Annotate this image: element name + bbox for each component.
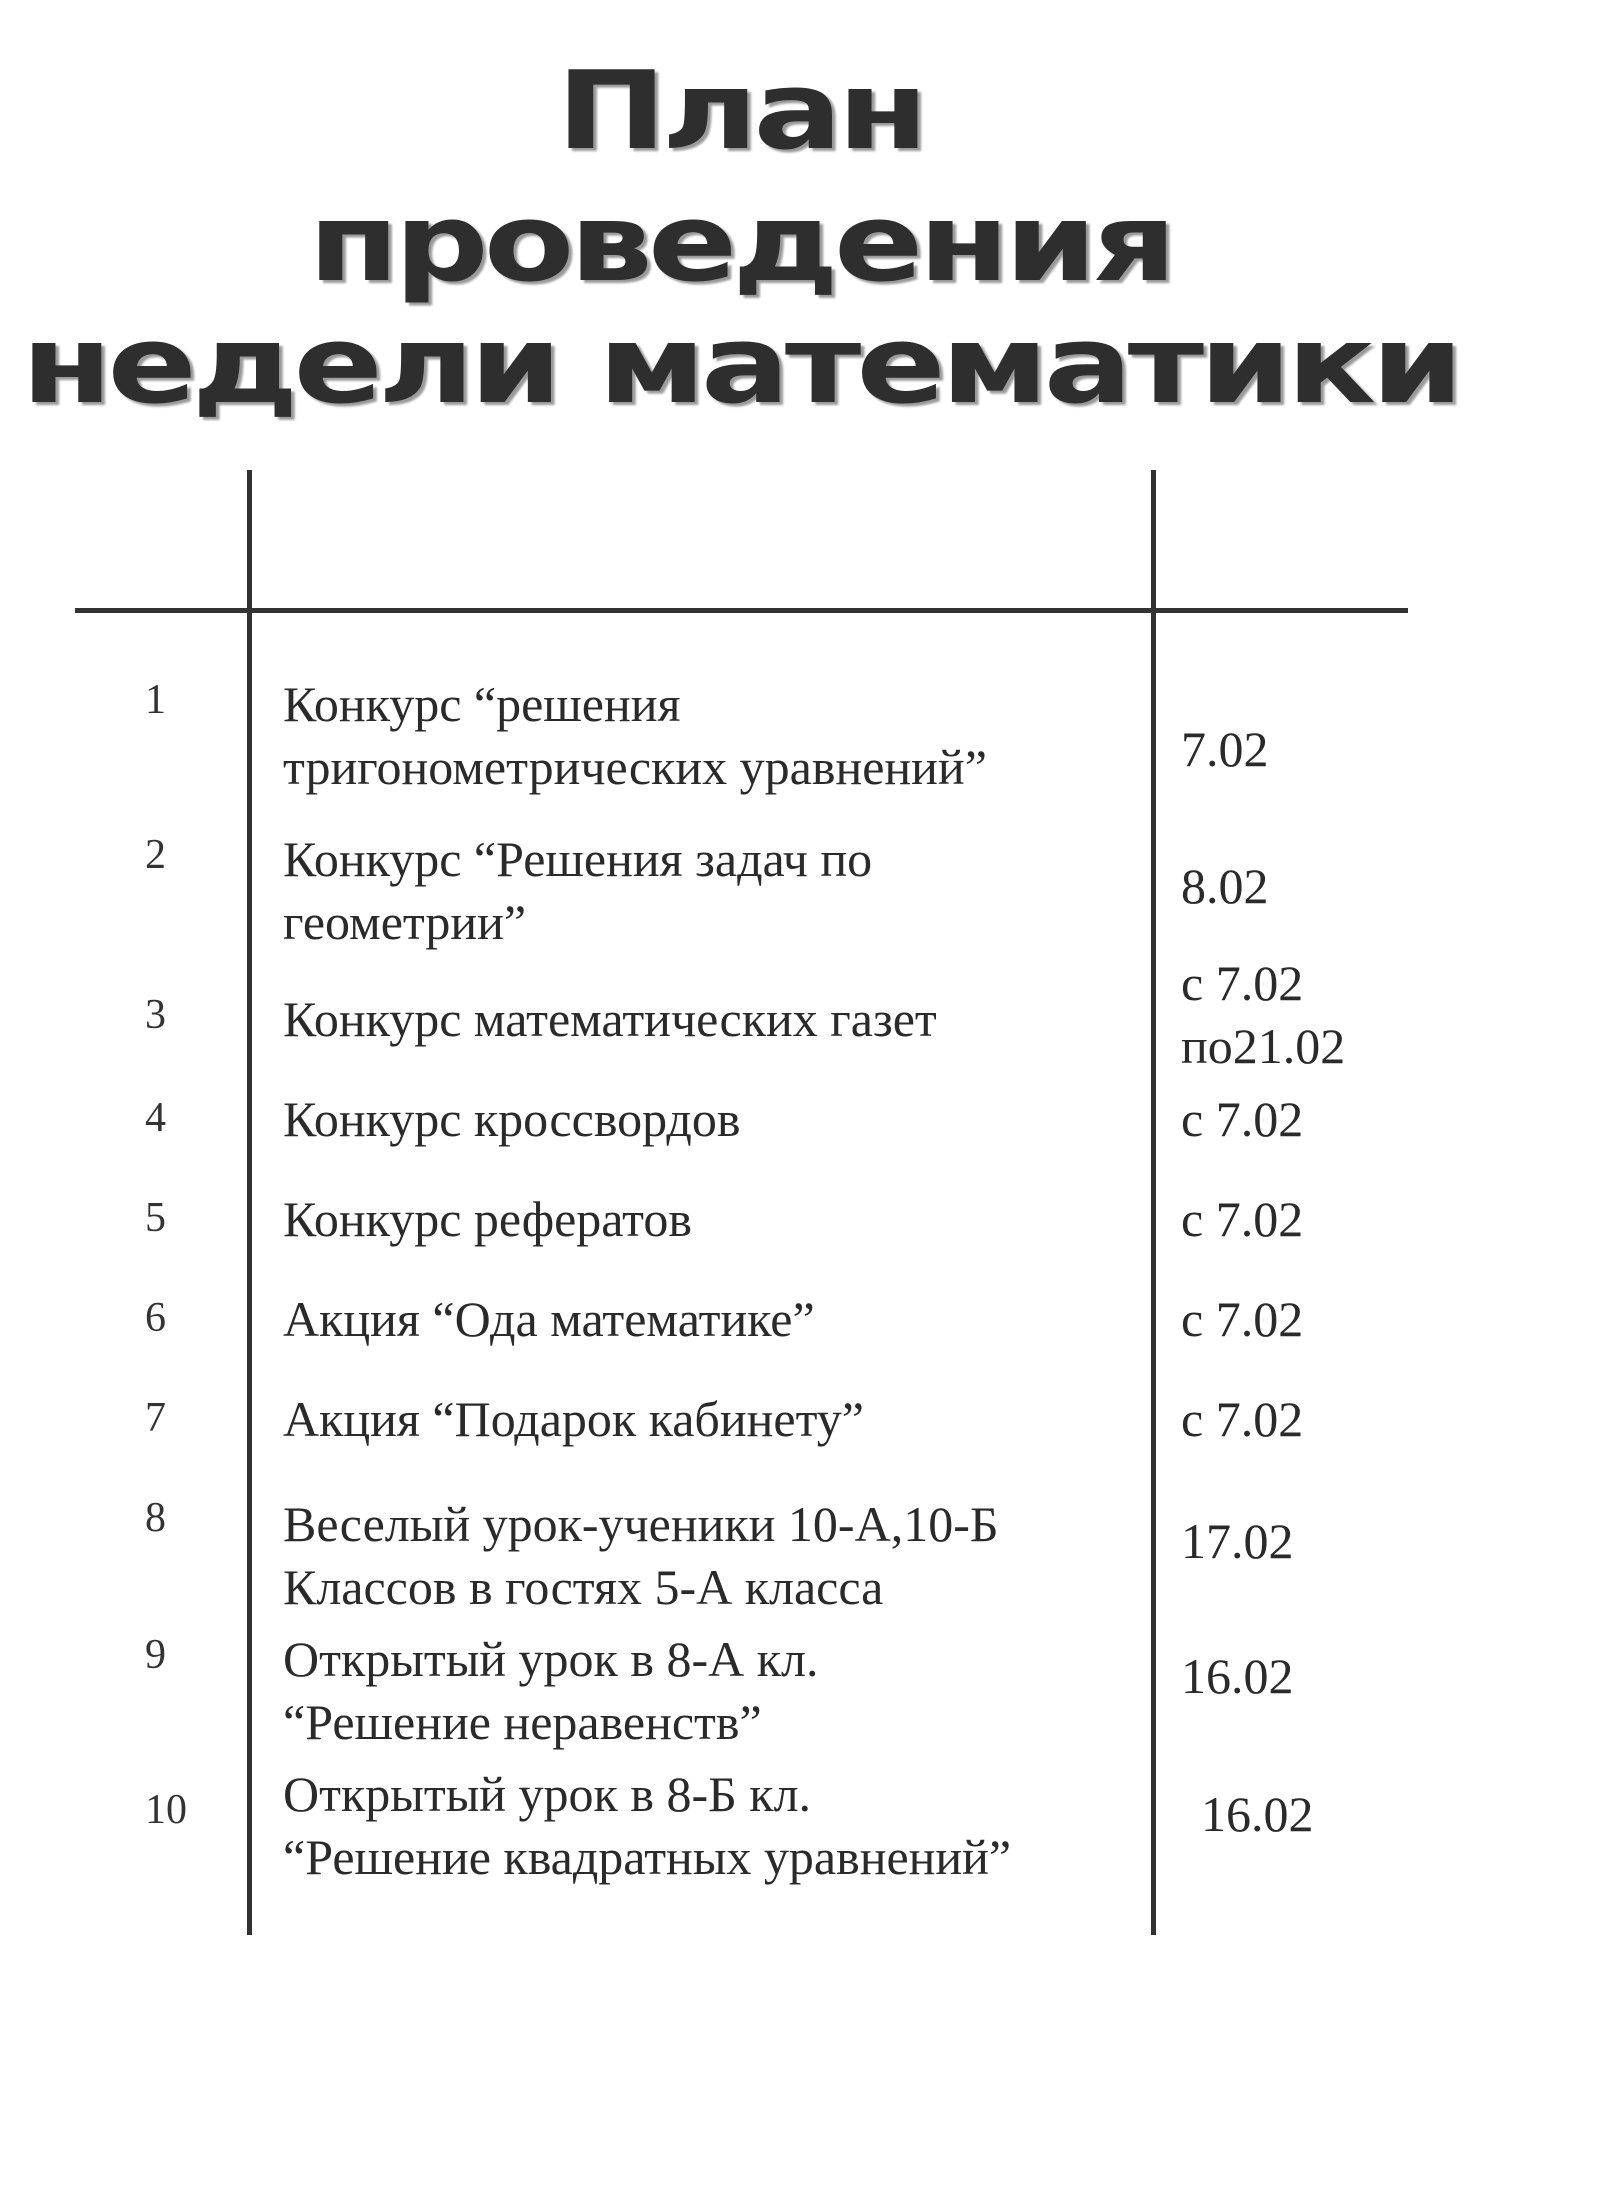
table-column-divider-right [1151, 470, 1156, 1935]
row-event-line: Конкурс рефератов [283, 1191, 692, 1247]
row-date [1181, 1645, 1294, 1708]
row-event-line: геометрии” [283, 894, 527, 950]
row-event-line: Классов в гостях 5-А класса [283, 1559, 884, 1615]
row-event-line: Конкурс математических газет [283, 991, 937, 1047]
row-date-line: с 7.02 [1181, 1391, 1304, 1447]
row-number: 4 [145, 1095, 166, 1141]
row-date-line: 16.02 [1181, 1648, 1294, 1704]
row-event [283, 1628, 1133, 1754]
row-event-line: Конкурс кроссвордов [283, 1091, 741, 1147]
row-date [1181, 1188, 1303, 1251]
row-event-line: Акция “Подарок кабинету” [283, 1391, 864, 1447]
row-number: 2 [145, 832, 166, 878]
title-line-3: недели математики [21, 303, 1459, 428]
row-event [283, 828, 1133, 954]
row-date [1181, 952, 1345, 1078]
row-number: 1 [145, 677, 166, 723]
row-event [283, 1288, 1133, 1351]
row-number: 7 [145, 1395, 166, 1441]
row-event [283, 673, 1133, 799]
row-date-line: с 7.02 [1181, 1291, 1304, 1347]
row-number: 10 [145, 1787, 187, 1833]
row-date-line: 8.02 [1181, 858, 1269, 914]
row-date [1181, 855, 1269, 918]
row-date-line: 16.02 [1201, 1786, 1314, 1842]
title-line-1: План [556, 49, 924, 174]
row-event-line: Открытый урок в 8-А кл. [283, 1631, 819, 1687]
row-event-line: “Решение неравенств” [283, 1694, 762, 1750]
row-date [1181, 1088, 1303, 1151]
title-line-2: проведения [308, 181, 1172, 306]
row-date-line: с 7.02 [1181, 1191, 1304, 1247]
row-date-line: 17.02 [1181, 1513, 1294, 1569]
row-event [283, 1388, 1133, 1451]
row-event [283, 1493, 1133, 1619]
row-event-line: Конкурс “решения [283, 676, 681, 732]
row-date-line: по21.02 [1181, 1018, 1346, 1074]
row-event [283, 988, 1133, 1051]
row-event [283, 1763, 1133, 1889]
row-date-line: 7.02 [1181, 721, 1269, 777]
row-event [283, 1088, 1133, 1151]
table-header-divider [75, 608, 1408, 613]
row-number: 5 [145, 1195, 166, 1241]
row-event [283, 1188, 1133, 1251]
row-date [1181, 1288, 1303, 1351]
row-date [1201, 1783, 1314, 1846]
row-number: 9 [145, 1632, 166, 1678]
row-number: 8 [145, 1495, 166, 1541]
table-column-divider-left [247, 470, 252, 1935]
row-event-line: Акция “Ода математике” [283, 1291, 815, 1347]
row-number: 3 [145, 992, 166, 1038]
row-event-line: Веселый урок-ученики 10-А,10-Б [283, 1496, 999, 1552]
row-date [1181, 718, 1269, 781]
row-date-line: с 7.02 [1181, 1091, 1304, 1147]
row-event-line: “Решение квадратных уравнений” [283, 1829, 1012, 1885]
row-event-line: Открытый урок в 8-Б кл. [283, 1766, 812, 1822]
row-number: 6 [145, 1295, 166, 1341]
row-date [1181, 1388, 1303, 1451]
row-date-line: с 7.02 [1181, 955, 1304, 1011]
row-date [1181, 1510, 1294, 1573]
row-event-line: Конкурс “Решения задач по [283, 831, 873, 887]
row-event-line: тригонометрических уравнений” [283, 739, 987, 795]
